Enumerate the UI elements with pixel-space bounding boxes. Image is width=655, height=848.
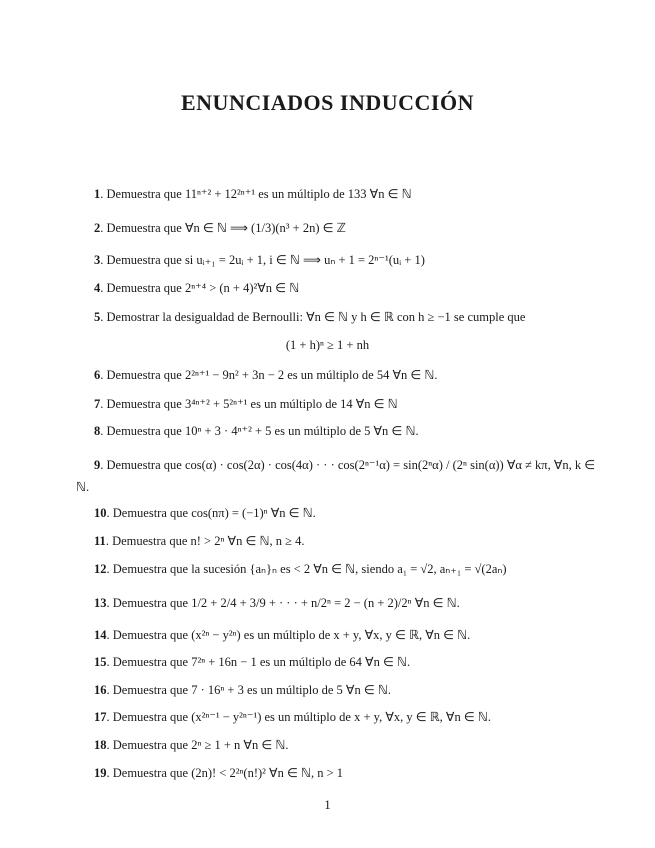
list-item [94, 627, 584, 643]
list-item [94, 595, 584, 611]
item-text: . Demuestra que 10ⁿ + 3 · 4ⁿ⁺² + 5 es un múltiplo de 5 ∀n ∈ ℕ. [100, 424, 419, 438]
item-number: 1 [94, 187, 101, 201]
item-text: . Demostrar la desigualdad de Bernoulli: ∀n ∈ ℕ y h ∈ ℝ con h ≥ −1 se cumple que [100, 310, 526, 324]
list-item [94, 561, 584, 577]
list-item [94, 682, 584, 698]
item-number: 11 [94, 534, 106, 548]
item-number: 15 [94, 655, 107, 669]
item-text: . Demuestra que (x²ⁿ⁻¹ − y²ⁿ⁻¹) es un múltiplo de x + y, ∀x, y ∈ ℝ, ∀n ∈ ℕ. [106, 710, 491, 724]
item-text: . Demuestra que 2ⁿ⁺⁴ > (n + 4)²∀n ∈ ℕ [100, 281, 300, 295]
item-text: . Demuestra que 7 · 16ⁿ + 3 es un múltiplo de 5 ∀n ∈ ℕ. [106, 683, 391, 697]
item-text: . Demuestra que 7²ⁿ + 16n − 1 es un múltiplo de 64 ∀n ∈ ℕ. [106, 655, 411, 669]
item-text: . Demuestra que ∀n ∈ ℕ ⟹ (1/3)(n³ + 2n) ∈ ℤ [100, 221, 346, 235]
item-text: . Demuestra que 11ⁿ⁺² + 12²ⁿ⁺¹ es un múltiplo de 133 ∀n ∈ ℕ [100, 187, 412, 201]
list-item [94, 709, 584, 725]
list-item [94, 367, 584, 383]
item-number: 4 [94, 281, 101, 295]
item-text: . Demuestra que n! > 2ⁿ ∀n ∈ ℕ, n ≥ 4. [105, 534, 305, 548]
list-item [94, 396, 584, 412]
list-item [94, 186, 584, 202]
item-text: . Demuestra que 1/2 + 2/4 + 3/9 + · · · + n/2ⁿ = 2 − (n + 2)/2ⁿ ∀n ∈ ℕ. [106, 596, 460, 610]
list-item [94, 654, 584, 670]
item-text: . Demuestra que 2ⁿ ≥ 1 + n ∀n ∈ ℕ. [106, 738, 289, 752]
list-item [94, 220, 584, 236]
item-number: 8 [94, 424, 101, 438]
item-number: 19 [94, 766, 107, 780]
item-number: 14 [94, 628, 107, 642]
item-text: . Demuestra que cos(α) · cos(2α) · cos(4α) · · · cos(2ⁿ⁻¹α) = sin(2ⁿα) / (2ⁿ sin(α)) ∀α ≠ kπ, ∀n, k ∈ [100, 458, 596, 472]
list-item [94, 309, 584, 325]
item-number: 5 [94, 310, 101, 324]
list-item [94, 765, 584, 781]
bernoulli-formula: (1 + h)ⁿ ≥ 1 + nh [285, 338, 370, 352]
page-number: 1 [324, 797, 331, 812]
list-item [94, 423, 584, 439]
list-item [94, 505, 584, 521]
list-item [94, 280, 584, 296]
item-text: . Demuestra que 3⁴ⁿ⁺² + 5²ⁿ⁺¹ es un múltiplo de 14 ∀n ∈ ℕ [100, 397, 398, 411]
item-number: 12 [94, 562, 107, 576]
item-number: 18 [94, 738, 107, 752]
item-text: . Demuestra que cos(nπ) = (−1)ⁿ ∀n ∈ ℕ. [106, 506, 316, 520]
item-text: . Demuestra que (2n)! < 2²ⁿ(n!)² ∀n ∈ ℕ, n > 1 [106, 766, 344, 780]
item-number: 7 [94, 397, 101, 411]
item-number: 13 [94, 596, 107, 610]
item-text: . Demuestra que si uᵢ₊₁ = 2uᵢ + 1, i ∈ ℕ ⟹ uₙ + 1 = 2ⁿ⁻¹(uᵢ + 1) [100, 253, 425, 267]
item-9-continuation: ℕ. [76, 480, 90, 494]
item-number: 10 [94, 506, 107, 520]
item-number: 17 [94, 710, 107, 724]
list-item [94, 252, 584, 268]
list-item [94, 533, 584, 549]
page-title: ENUNCIADOS INDUCCIÓN [181, 90, 474, 115]
item-number: 6 [94, 368, 101, 382]
list-item [94, 457, 596, 473]
item-number: 3 [94, 253, 101, 267]
item-number: 9 [94, 458, 101, 472]
item-number: 16 [94, 683, 107, 697]
item-text: . Demuestra que (x²ⁿ − y²ⁿ) es un múltiplo de x + y, ∀x, y ∈ ℝ, ∀n ∈ ℕ. [106, 628, 471, 642]
item-number: 2 [94, 221, 101, 235]
item-text: . Demuestra que la sucesión {aₙ}ₙ es < 2 ∀n ∈ ℕ, siendo a₁ = √2, aₙ₊₁ = √(2aₙ) [106, 562, 507, 576]
list-item [94, 737, 584, 753]
item-text: . Demuestra que 2²ⁿ⁺¹ − 9n² + 3n − 2 es un múltiplo de 54 ∀n ∈ ℕ. [100, 368, 438, 382]
